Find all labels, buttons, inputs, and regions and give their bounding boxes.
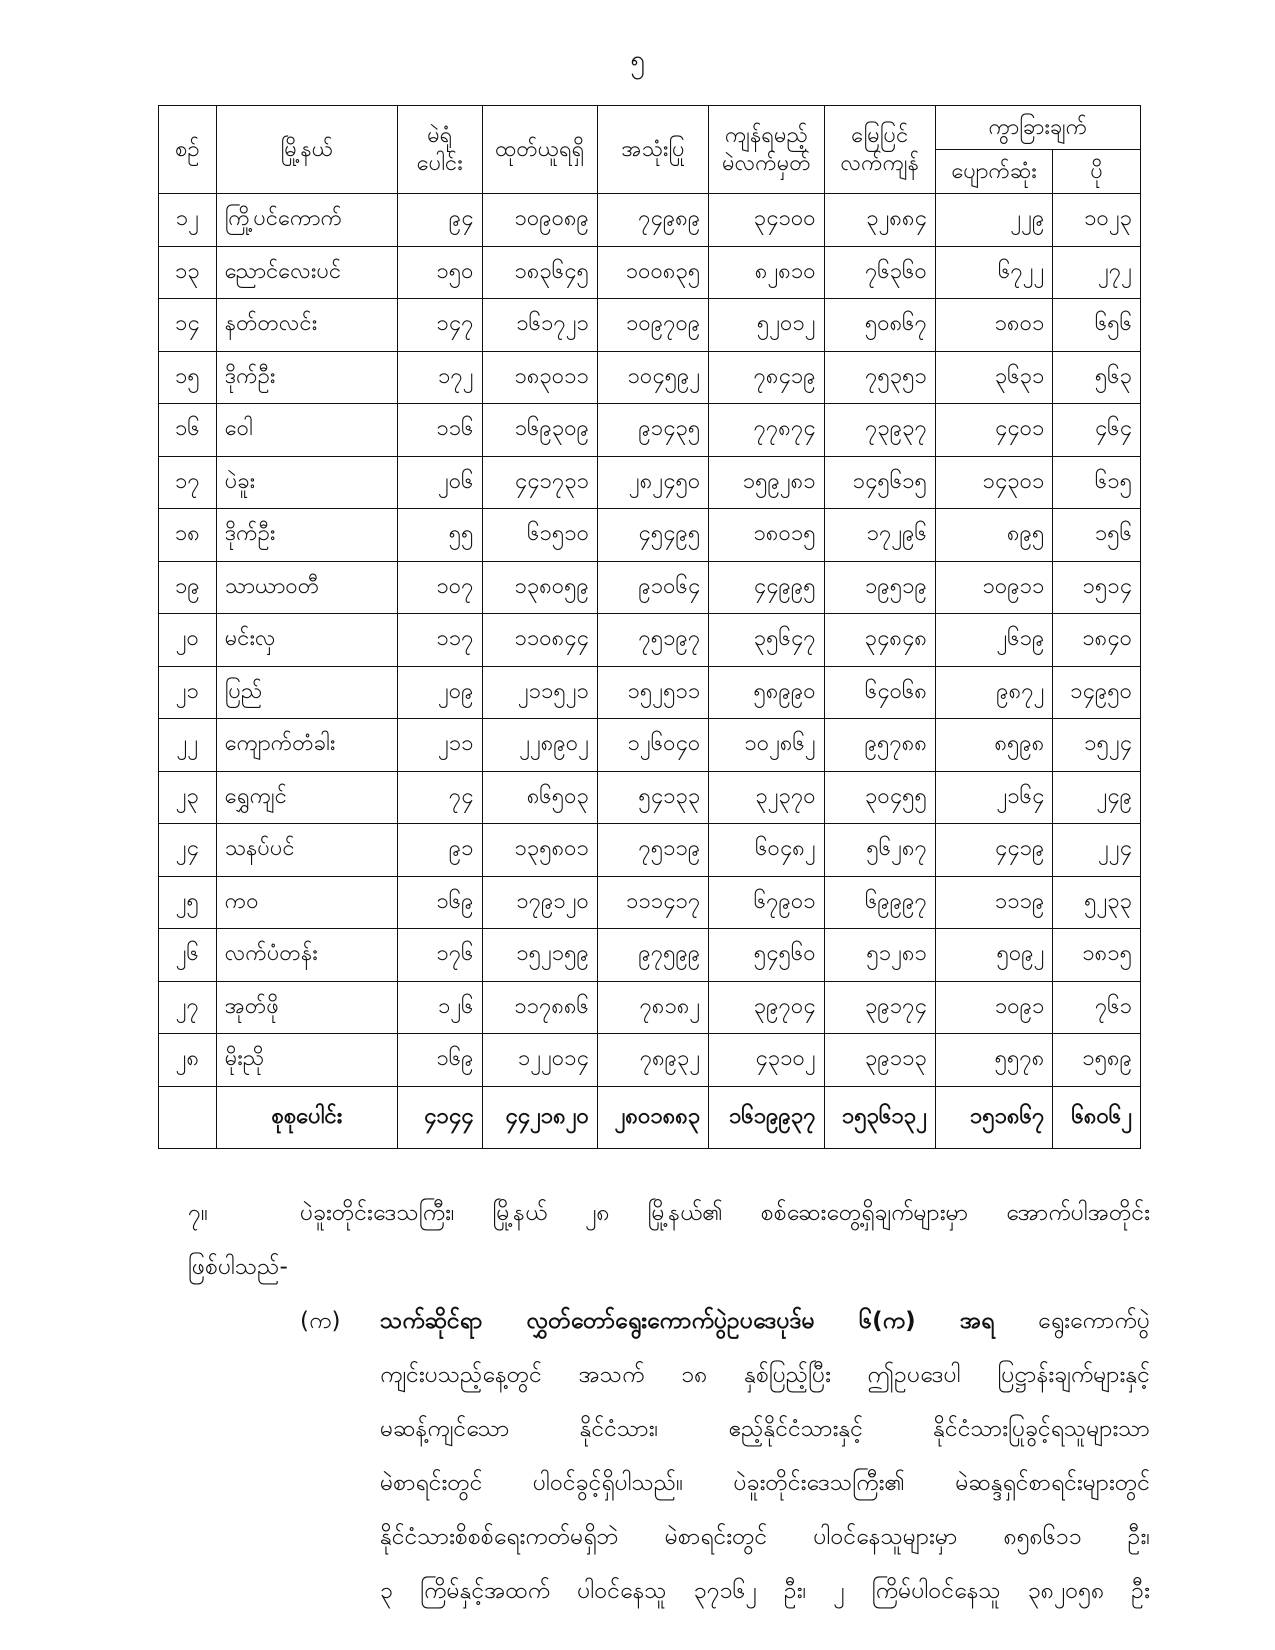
cell-used: ၇၄၉၈၉	[597, 194, 708, 247]
cell-issued: ၁၁၀၈၄၄	[482, 614, 597, 667]
cell-missing: ၃၆၃၁	[935, 351, 1052, 404]
cell-polling-stations: ၁၆၉	[398, 876, 482, 929]
cell-actual-remaining: ၅၁၂၈၁	[824, 929, 935, 982]
cell-remaining: ၃၂၃၇၀	[709, 771, 824, 824]
cell-no: ၂၄	[159, 824, 217, 877]
cell-actual-remaining: ၃၀၄၅၅	[824, 771, 935, 824]
paragraph-number: ၇။	[188, 1200, 208, 1226]
table-row	[159, 824, 1141, 877]
cell-township: ပဲခူး	[216, 456, 397, 509]
cell-remaining: ၁၅၉၂၈၁	[709, 456, 824, 509]
table-row	[159, 351, 1141, 404]
cell-township: ဒိုက်ဦး	[216, 509, 397, 562]
total-actual-remaining: ၁၅၃၆၁၃၂	[824, 1086, 935, 1148]
total-issued: ၄၄၂၁၈၂၀	[482, 1086, 597, 1148]
cell-remaining: ၃၅၆၄၇	[709, 614, 824, 667]
cell-missing: ၅၀၉၂	[935, 929, 1052, 982]
cell-issued: ၂၁၁၅၂၁	[482, 666, 597, 719]
cell-township: သာယာဝတီ	[216, 561, 397, 614]
cell-used: ၉၁၀၆၄	[597, 561, 708, 614]
sub-item-line-1	[380, 1294, 1150, 1348]
cell-no: ၁၃	[159, 246, 217, 299]
cell-used: ၄၅၄၉၅	[597, 509, 708, 562]
cell-issued: ၁၃၅၈၀၁	[482, 824, 597, 877]
cell-no: ၂၃	[159, 771, 217, 824]
cell-township: လက်ပံတန်း	[216, 929, 397, 982]
cell-remaining: ၅၄၅၆၀	[709, 929, 824, 982]
table-row	[159, 666, 1141, 719]
cell-township: ရွှေကျင်	[216, 771, 397, 824]
cell-excess: ၁၅၈၉	[1053, 1034, 1141, 1087]
ballot-tally-table	[158, 105, 1141, 1149]
cell-excess: ၁၅၁၄	[1053, 561, 1141, 614]
cell-used: ၁၀၉၇၀၉	[597, 299, 708, 352]
table-row	[159, 561, 1141, 614]
cell-missing: ၄၄၁၉	[935, 824, 1052, 877]
total-no-cell	[159, 1086, 217, 1148]
cell-remaining: ၅၂၀၁၂	[709, 299, 824, 352]
sub-item-line-3: မဆန့်ကျင်သော နိုင်ငံသား၊ ဧည့်နိုင်ငံသားနှင့် နိုင်ငံသားပြုခွင့်ရသူများသာ	[380, 1416, 1150, 1442]
cell-excess: ၂၇၂	[1053, 246, 1141, 299]
sub-item-line-4: မဲစာရင်းတွင် ပါဝင်ခွင့်ရှိပါသည်။ ပဲခူးတိုင်းဒေသကြီး၏ မဲဆန္ဒရှင်စာရင်းများတွင်	[380, 1470, 1150, 1496]
table-row	[159, 876, 1141, 929]
total-polling-stations: ၄၁၄၄	[398, 1086, 482, 1148]
sub-item-bold-text: သက်ဆိုင်ရာ လွှတ်တော်ရွေးကောက်ပွဲဥပဒေပုဒ်မ ၆(က) အရ	[380, 1308, 995, 1334]
cell-remaining: ၃၉၇၀၄	[709, 981, 824, 1034]
page-number: ၅	[630, 45, 645, 75]
cell-remaining: ၄၄၉၉၅	[709, 561, 824, 614]
cell-actual-remaining: ၃၉၁၇၄	[824, 981, 935, 1034]
cell-no: ၂၈	[159, 1034, 217, 1087]
cell-township: ကဝ	[216, 876, 397, 929]
cell-issued: ၆၁၅၁၀	[482, 509, 597, 562]
cell-polling-stations: ၂၀၆	[398, 456, 482, 509]
cell-polling-stations: ၂၀၉	[398, 666, 482, 719]
cell-excess: ၅၂၃၃	[1053, 876, 1141, 929]
cell-actual-remaining: ၉၅၇၈၈	[824, 719, 935, 772]
cell-polling-stations: ၂၁၁	[398, 719, 482, 772]
cell-no: ၁၇	[159, 456, 217, 509]
table-row	[159, 929, 1141, 982]
cell-remaining: ၃၄၁၀၀	[709, 194, 824, 247]
cell-township: ဒိုက်ဦး	[216, 351, 397, 404]
cell-used: ၇၅၁၁၉	[597, 824, 708, 877]
sub-item-line-5: နိုင်ငံသားစိစစ်ရေးကတ်မရှိဘဲ မဲစာရင်းတွင် ပါဝင်နေသူများမှာ ၈၅၈၆၁၁ ဦး၊	[380, 1524, 1150, 1550]
cell-remaining: ၁၈၀၁၅	[709, 509, 824, 562]
cell-issued: ၁၈၃၆၄၅	[482, 246, 597, 299]
cell-actual-remaining: ၇၆၃၆၀	[824, 246, 935, 299]
cell-no: ၂၆	[159, 929, 217, 982]
header-actual-remaining: မြေပြင် လက်ကျန်	[824, 106, 935, 194]
cell-actual-remaining: ၆၄၀၆၈	[824, 666, 935, 719]
paragraph-line-1: ပဲခူးတိုင်းဒေသကြီး၊ မြို့နယ် ၂၈ မြို့နယ်၏ စစ်ဆေးတွေ့ရှိချက်များမှာ အောက်ပါအတိုင်း	[300, 1200, 1150, 1226]
sub-item-line-6: ၃ ကြိမ်နှင့်အထက် ပါဝင်နေသူ ၃၇၁၆၂ ဦး၊ ၂ ကြိမ်ပါဝင်နေသူ ၃၈၂၀၅၈ ဦး	[380, 1578, 1150, 1604]
cell-remaining: ၈၂၈၁၀	[709, 246, 824, 299]
cell-no: ၁၂	[159, 194, 217, 247]
cell-remaining: ၄၃၁၀၂	[709, 1034, 824, 1087]
cell-excess: ၅၆၃	[1053, 351, 1141, 404]
header-difference: ကွာခြားချက်	[935, 106, 1140, 150]
cell-no: ၁၈	[159, 509, 217, 562]
cell-polling-stations: ၁၆၉	[398, 1034, 482, 1087]
cell-township: ဝေါ	[216, 404, 397, 457]
sub-item-line-1-rest: ရွေးကောက်ပွဲ	[994, 1308, 1150, 1334]
sub-item-line-2: ကျင်းပသည့်နေ့တွင် အသက် ၁၈ နှစ်ပြည့်ပြီး ဤဥပဒေပါ ပြဋ္ဌာန်းချက်များနှင့်	[380, 1362, 1150, 1388]
cell-polling-stations: ၁၇၆	[398, 929, 482, 982]
cell-used: ၇၈၉၃၂	[597, 1034, 708, 1087]
cell-excess: ၁၀၂၃	[1053, 194, 1141, 247]
cell-township: ကျောက်တံခါး	[216, 719, 397, 772]
cell-actual-remaining: ၇၅၃၅၁	[824, 351, 935, 404]
cell-used: ၁၀၀၈၃၅	[597, 246, 708, 299]
cell-township: ကြို့ပင်ကောက်	[216, 194, 397, 247]
cell-polling-stations: ၁၄၇	[398, 299, 482, 352]
table-row	[159, 1034, 1141, 1087]
cell-missing: ၈၅၉၈	[935, 719, 1052, 772]
header-missing: ပျောက်ဆုံး	[935, 150, 1052, 194]
cell-excess: ၁၄၉၅၀	[1053, 666, 1141, 719]
header-no: စဉ်	[159, 106, 217, 194]
cell-actual-remaining: ၁၄၅၆၁၅	[824, 456, 935, 509]
cell-polling-stations: ၉၁	[398, 824, 482, 877]
total-label: စုစုပေါင်း	[216, 1086, 397, 1148]
cell-polling-stations: ၁၀၇	[398, 561, 482, 614]
cell-actual-remaining: ၅၀၈၆၇	[824, 299, 935, 352]
cell-excess: ၁၅၂၄	[1053, 719, 1141, 772]
cell-missing: ၅၅၇၈	[935, 1034, 1052, 1087]
header-township: မြို့နယ်	[216, 106, 397, 194]
cell-polling-stations: ၁၂၆	[398, 981, 482, 1034]
cell-issued: ၁၀၉၀၈၉	[482, 194, 597, 247]
cell-township: မိုးညို	[216, 1034, 397, 1087]
cell-used: ၅၄၁၃၃	[597, 771, 708, 824]
total-row	[159, 1086, 1141, 1148]
cell-excess: ၂၂၄	[1053, 824, 1141, 877]
cell-township: သနပ်ပင်	[216, 824, 397, 877]
cell-used: ၉၇၅၉၉	[597, 929, 708, 982]
header-issued: ထုတ်ယူရရှိ	[482, 106, 597, 194]
cell-remaining: ၇၈၄၁၉	[709, 351, 824, 404]
table-row	[159, 404, 1141, 457]
cell-remaining: ၅၈၉၉၀	[709, 666, 824, 719]
cell-missing: ၁၈၀၁	[935, 299, 1052, 352]
table-row	[159, 194, 1141, 247]
cell-used: ၇၅၁၉၇	[597, 614, 708, 667]
table-row	[159, 246, 1141, 299]
cell-township: အုတ်ဖို	[216, 981, 397, 1034]
cell-issued: ၁၈၃၀၁၁	[482, 351, 597, 404]
cell-actual-remaining: ၁၉၅၁၉	[824, 561, 935, 614]
cell-polling-stations: ၅၅	[398, 509, 482, 562]
cell-used: ၁၂၆၀၄၀	[597, 719, 708, 772]
cell-actual-remaining: ၃၉၁၁၃	[824, 1034, 935, 1087]
cell-excess: ၁၅၆	[1053, 509, 1141, 562]
cell-actual-remaining: ၅၆၂၈၇	[824, 824, 935, 877]
cell-issued: ၁၂၂၀၁၄	[482, 1034, 597, 1087]
cell-actual-remaining: ၇၃၉၃၇	[824, 404, 935, 457]
cell-excess: ၆၁၅	[1053, 456, 1141, 509]
cell-issued: ၈၆၅၀၃	[482, 771, 597, 824]
cell-missing: ၄၄၀၁	[935, 404, 1052, 457]
cell-polling-stations: ၇၄	[398, 771, 482, 824]
cell-township: မင်းလှ	[216, 614, 397, 667]
table-row	[159, 299, 1141, 352]
cell-missing: ၂၂၉	[935, 194, 1052, 247]
cell-missing: ၁၀၉၁	[935, 981, 1052, 1034]
cell-remaining: ၇၇၈၇၄	[709, 404, 824, 457]
total-excess: ၆၈၀၆၂	[1053, 1086, 1141, 1148]
cell-no: ၁၆	[159, 404, 217, 457]
cell-actual-remaining: ၃၂၈၈၄	[824, 194, 935, 247]
cell-actual-remaining: ၆၉၉၉၇	[824, 876, 935, 929]
cell-used: ၁၁၁၄၁၇	[597, 876, 708, 929]
table-row	[159, 614, 1141, 667]
cell-missing: ၁၀၉၁၁	[935, 561, 1052, 614]
table-body	[159, 194, 1141, 1149]
cell-issued: ၁၆၉၃၀၉	[482, 404, 597, 457]
sub-item-label: (က)	[300, 1308, 341, 1334]
cell-polling-stations: ၁၁၇	[398, 614, 482, 667]
total-missing: ၁၅၁၈၆၇	[935, 1086, 1052, 1148]
cell-issued: ၄၄၁၇၃၁	[482, 456, 597, 509]
table-row	[159, 771, 1141, 824]
cell-missing: ၈၉၅	[935, 509, 1052, 562]
cell-missing: ၁၄၃၀၁	[935, 456, 1052, 509]
cell-remaining: ၁၀၂၈၆၂	[709, 719, 824, 772]
cell-no: ၁၅	[159, 351, 217, 404]
cell-used: ၁၅၂၅၁၁	[597, 666, 708, 719]
cell-no: ၂၀	[159, 614, 217, 667]
cell-issued: ၂၂၈၉၀၂	[482, 719, 597, 772]
cell-issued: ၁၃၈၀၅၉	[482, 561, 597, 614]
total-remaining: ၁၆၁၉၉၃၇	[709, 1086, 824, 1148]
cell-excess: ၂၄၉	[1053, 771, 1141, 824]
cell-issued: ၁၆၁၇၂၁	[482, 299, 597, 352]
cell-township: ညောင်လေးပင်	[216, 246, 397, 299]
header-used: အသုံးပြု	[597, 106, 708, 194]
cell-excess: ၆၅၆	[1053, 299, 1141, 352]
cell-no: ၁၄	[159, 299, 217, 352]
cell-remaining: ၆၀၄၈၂	[709, 824, 824, 877]
table-row	[159, 981, 1141, 1034]
table-row	[159, 719, 1141, 772]
header-remaining: ကျန်ရမည့် မဲလက်မှတ်	[709, 106, 824, 194]
cell-polling-stations: ၉၄	[398, 194, 482, 247]
cell-township: နတ်တလင်း	[216, 299, 397, 352]
cell-missing: ၁၁၁၉	[935, 876, 1052, 929]
cell-no: ၂၅	[159, 876, 217, 929]
cell-polling-stations: ၁၁၆	[398, 404, 482, 457]
cell-issued: ၁၁၇၈၈၆	[482, 981, 597, 1034]
table-row	[159, 509, 1141, 562]
cell-missing: ၂၁၆၄	[935, 771, 1052, 824]
cell-no: ၂၂	[159, 719, 217, 772]
cell-used: ၂၈၂၄၅၀	[597, 456, 708, 509]
cell-used: ၁၀၄၅၉၂	[597, 351, 708, 404]
cell-excess: ၄၆၄	[1053, 404, 1141, 457]
cell-excess: ၁၈၁၅	[1053, 929, 1141, 982]
cell-issued: ၁၇၉၁၂၀	[482, 876, 597, 929]
cell-used: ၉၁၄၃၅	[597, 404, 708, 457]
header-excess: ပို	[1053, 150, 1141, 194]
cell-excess: ၁၈၄၀	[1053, 614, 1141, 667]
cell-township: ပြည်	[216, 666, 397, 719]
cell-no: ၂၇	[159, 981, 217, 1034]
cell-actual-remaining: ၁၇၂၉၆	[824, 509, 935, 562]
paragraph-line-2: ဖြစ်ပါသည်-	[188, 1254, 288, 1280]
cell-missing: ၂၆၁၉	[935, 614, 1052, 667]
cell-polling-stations: ၁၇၂	[398, 351, 482, 404]
cell-actual-remaining: ၃၄၈၄၈	[824, 614, 935, 667]
cell-no: ၁၉	[159, 561, 217, 614]
total-used: ၂၈၀၁၈၈၃	[597, 1086, 708, 1148]
table-row	[159, 456, 1141, 509]
cell-excess: ၇၆၁	[1053, 981, 1141, 1034]
cell-issued: ၁၅၂၁၅၉	[482, 929, 597, 982]
cell-missing: ၆၇၂၂	[935, 246, 1052, 299]
cell-missing: ၉၈၇၂	[935, 666, 1052, 719]
cell-remaining: ၆၇၉၀၁	[709, 876, 824, 929]
cell-used: ၇၈၁၈၂	[597, 981, 708, 1034]
header-polling-stations: မဲရုံ ပေါင်း	[398, 106, 482, 194]
cell-no: ၂၁	[159, 666, 217, 719]
cell-polling-stations: ၁၅၀	[398, 246, 482, 299]
